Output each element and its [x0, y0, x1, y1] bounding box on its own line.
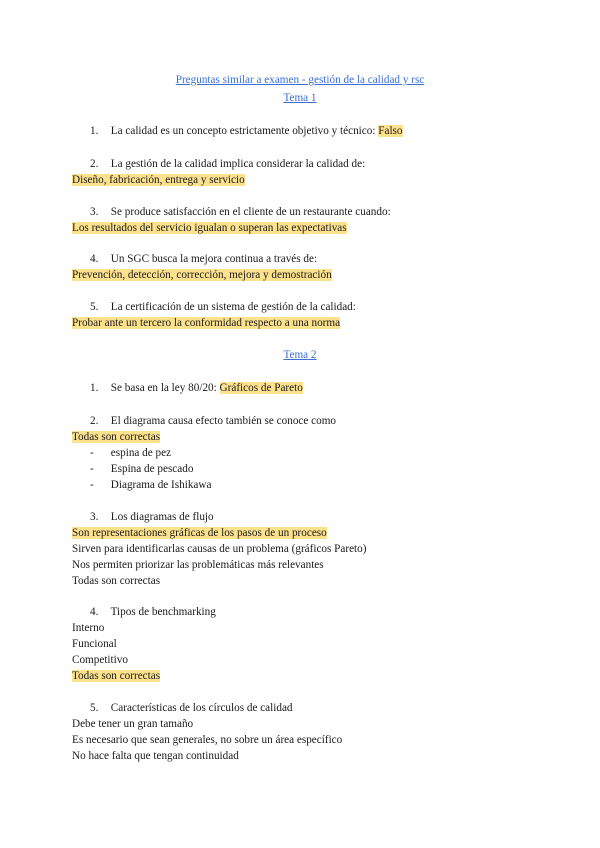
tema1-question-2	[90, 157, 365, 172]
tema2-heading[interactable]: Tema 2	[283, 349, 317, 361]
tema1-answer-5	[72, 316, 340, 331]
answer-highlight: Son representaciones gráficas de los pasos de un proceso	[72, 527, 327, 539]
bullet-dash: -	[90, 447, 94, 459]
option-line: Funcional	[72, 638, 117, 650]
question-number: 4.	[90, 253, 99, 265]
question-text: La calidad es un concepto estrictamente objetivo y técnico:	[110, 125, 376, 137]
question-number: 5.	[90, 301, 99, 313]
question-number: 5.	[90, 702, 99, 714]
bullet-text: espina de pez	[110, 447, 172, 459]
answer-highlight: Probar ante un tercero la conformidad respecto a una norma	[72, 317, 341, 329]
question-text: Un SGC busca la mejora continua a través de:	[110, 253, 318, 265]
bullet-item	[90, 462, 193, 477]
tema2-question-1	[90, 381, 303, 396]
tema2-question-3	[90, 510, 214, 525]
tema2-question-5	[90, 701, 293, 716]
question-text: Se produce satisfacción en el cliente de un restaurante cuando:	[110, 206, 391, 218]
question-text: Características de los círculos de calidad	[110, 702, 293, 714]
document-title[interactable]: Preguntas similar a examen - gestión de la calidad y rsc	[175, 74, 425, 86]
answer-highlight: Falso	[378, 125, 403, 137]
bullet-dash: -	[90, 463, 94, 475]
option-line: Debe tener un gran tamaño	[72, 718, 194, 730]
tema1-answer-3	[72, 221, 347, 236]
tema1-answer-4	[72, 268, 332, 283]
answer-highlight: Todas son correctas	[72, 670, 161, 682]
option-line: No hace falta que tengan continuidad	[72, 750, 239, 762]
question-number: 1.	[90, 125, 99, 137]
tema1-heading[interactable]: Tema 1	[283, 92, 317, 104]
tema1-question-3	[90, 205, 391, 220]
question-text: La certificación de un sistema de gestión de la calidad:	[110, 301, 356, 313]
bullet-dash: -	[90, 479, 94, 491]
bullet-text: Diagrama de Ishikawa	[110, 479, 212, 491]
tema1-question-5	[90, 300, 356, 315]
tema2-question-2	[90, 414, 336, 429]
option-line	[72, 526, 327, 541]
answer-highlight: Todas son correctas	[72, 431, 161, 443]
bullet-item	[90, 478, 211, 493]
question-number: 2.	[90, 158, 99, 170]
tema1-answer-2	[72, 173, 245, 188]
question-text: El diagrama causa efecto también se conoce como	[110, 415, 336, 427]
question-number: 3.	[90, 206, 99, 218]
tema2-answer-2	[72, 430, 160, 445]
question-text: La gestión de la calidad implica considerar la calidad de:	[110, 158, 366, 170]
question-number: 2.	[90, 415, 99, 427]
bullet-item	[90, 446, 171, 461]
bullet-text: Espina de pescado	[110, 463, 194, 475]
question-number: 1.	[90, 382, 99, 394]
option-line: Nos permiten priorizar las problemáticas más relevantes	[72, 559, 324, 571]
answer-highlight: Gráficos de Pareto	[219, 382, 303, 394]
question-text: Los diagramas de flujo	[110, 511, 214, 523]
question-text: Se basa en la ley 80/20:	[110, 382, 217, 394]
answer-highlight: Diseño, fabricación, entrega y servicio	[72, 174, 245, 186]
option-line: Sirven para identificarlas causas de un problema (gráficos Pareto)	[72, 543, 367, 555]
option-line: Todas son correctas	[72, 575, 161, 587]
answer-highlight: Los resultados del servicio igualan o superan las expectativas	[72, 222, 347, 234]
option-line: Interno	[72, 622, 105, 634]
tema2-question-4	[90, 605, 216, 620]
tema1-question-1	[90, 124, 403, 139]
answer-highlight: Prevención, detección, corrección, mejora y demostración	[72, 269, 332, 281]
tema1-question-4	[90, 252, 317, 267]
question-number: 4.	[90, 606, 99, 618]
option-line: Competitivo	[72, 654, 128, 666]
option-line: Es necesario que sean generales, no sobre un área específico	[72, 734, 343, 746]
question-text: Tipos de benchmarking	[110, 606, 216, 618]
option-line	[72, 669, 160, 684]
question-number: 3.	[90, 511, 99, 523]
